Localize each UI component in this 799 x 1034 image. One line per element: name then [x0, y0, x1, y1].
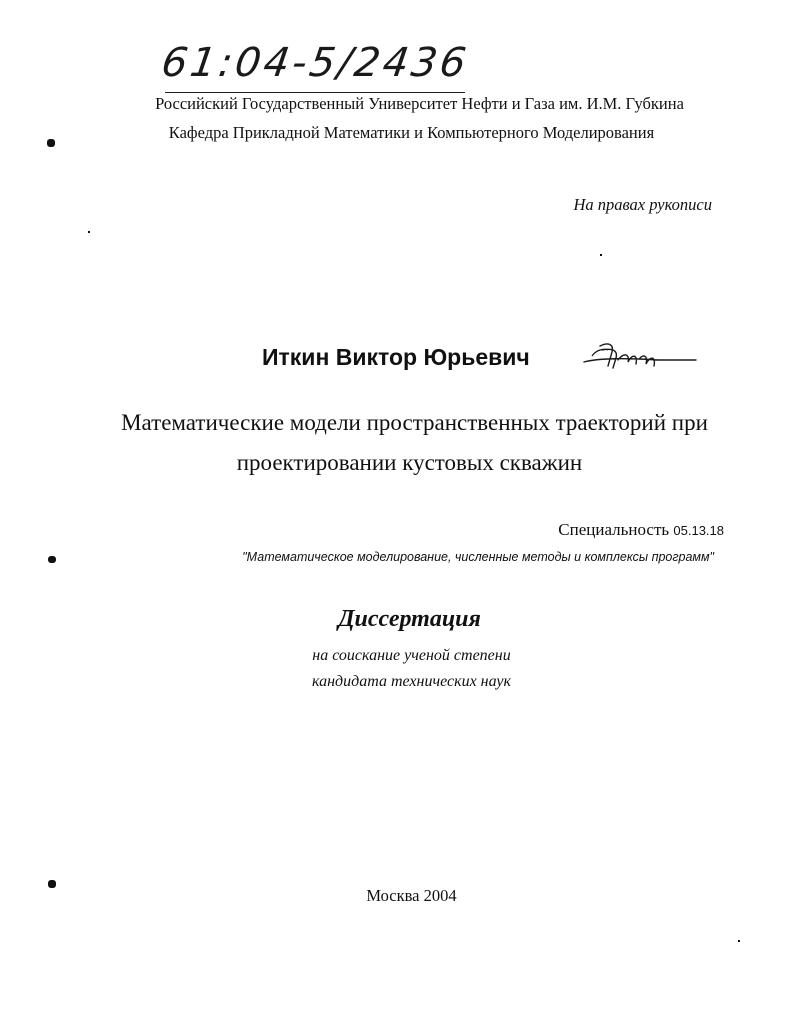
- university-name: Российский Государственный Университет Нефти и Газа им. И.М. Губкина: [155, 94, 684, 113]
- title-line-1: Математические модели пространственных траекторий при: [121, 410, 708, 435]
- archive-code-underline: [165, 92, 465, 93]
- title-line-2: проектировании кустовых скважин: [236, 450, 583, 475]
- department-name: Кафедра Прикладной Математики и Компьютерного Моделирования: [168, 123, 655, 142]
- degree-line-1: на соискание ученой степени: [312, 647, 511, 664]
- manuscript-note: На правах рукописи: [573, 195, 712, 214]
- archive-code: 61:04-5/2436: [158, 40, 472, 86]
- scan-dot: [738, 940, 740, 942]
- specialty-code: 05.13.18: [673, 523, 724, 538]
- specialty-label: Специальность: [558, 520, 670, 539]
- specialty-name: "Математическое моделирование, численные методы и комплексы программ": [242, 550, 714, 564]
- scan-dot: [88, 231, 90, 233]
- scan-dot: [600, 254, 602, 256]
- scan-mark: [48, 556, 56, 563]
- signature-icon: [578, 338, 698, 378]
- specialty: [558, 520, 724, 540]
- scan-mark: [47, 139, 55, 147]
- degree-line-2: кандидата технических наук: [312, 673, 511, 690]
- author-name: Иткин Виктор Юрьевич: [262, 344, 530, 370]
- city-year: Москва 2004: [366, 886, 457, 905]
- scan-mark: [48, 880, 56, 888]
- work-type: Диссертация: [338, 606, 481, 632]
